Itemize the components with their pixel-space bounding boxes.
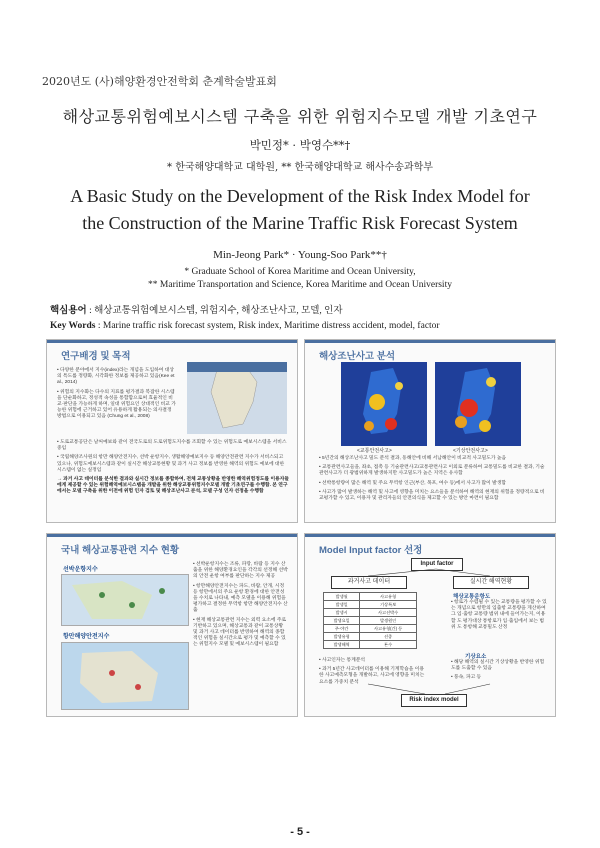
bullet: • 해당 해역의 실시간 기상상황을 반영한 위험도를 도출할 수 있음 — [451, 660, 545, 672]
bullet: • 항만해양안전지수는 파도, 바람, 안개, 시정 등 항만에서의 주요 운항 환경에 대한 안전성을 수치로 나타내, 예측 모델을 이용해 위험을 평가하고 결정한 무역항 항만 해양안전지수 산출 — [193, 583, 288, 614]
affiliation-line-2: ** Maritime Transportation and Science, Korea Maritime and Ocean University — [148, 280, 452, 290]
slide-title: 국내 해상교통관련 지수 현황 — [61, 545, 180, 556]
korean-authors: 박민정* · 박영수**† — [249, 138, 351, 152]
bullet: • 선박운항지수는 조류, 파랑, 바람 등 지수 산출을 위한 해양환경요인을 각각의 선정해 선박의 안전 운항 여부를 판단하는 지수 제공 — [193, 562, 288, 580]
keywords-block — [50, 304, 440, 334]
english-affiliation — [0, 266, 600, 292]
table-cell: 발생요일 — [324, 617, 360, 625]
slide-bullets — [193, 562, 289, 652]
slide-accent-bar — [47, 340, 297, 343]
risk-index-model-box: Risk index model — [401, 694, 467, 707]
keywords-english: Key Words : Marine traffic risk forecast system, Risk index, Maritime distress accident, model, factor — [50, 321, 440, 331]
table-cell: 사고선박수 — [360, 609, 417, 617]
slide-accent-bar — [47, 534, 297, 537]
slide-bullets — [319, 456, 547, 505]
conference-header: 2020년도 (사)해양환경안전학회 춘계학술발표회 — [42, 75, 277, 88]
table-cell: 톤수 — [360, 641, 417, 649]
table-cell: 주·야간 — [324, 625, 360, 633]
korean-affiliation: * 한국해양대학교 대학원, ** 한국해양대학교 해사수송과학부 — [167, 162, 433, 173]
bullet: • 5년간의 해상조난사고 밀도 분석 결과, 동해안에 비해 서남해안이 비교적 사고밀도가 높음 — [319, 456, 507, 461]
table-cell: 발생원인 — [360, 617, 417, 625]
english-title: A Basic Study on the Development of the Risk Index Model for the Construction of the Marine Traffic Risk Forecast System — [70, 186, 530, 233]
label-ship-index: 선박운항지수 — [63, 567, 98, 573]
bullet: • 풍속, 파고 등 — [451, 675, 482, 681]
heatmap-weather — [435, 362, 521, 446]
slide-model-input — [304, 533, 556, 717]
caption-weather: <기상안전사고> — [453, 448, 488, 454]
bullet: • 사고인자는 통계분석 — [319, 658, 366, 663]
ship-index-map — [61, 574, 189, 626]
table-cell: 발생일 — [324, 601, 360, 609]
slide-bullets — [57, 368, 177, 424]
slide-accident-analysis — [304, 339, 556, 523]
flow-arrows — [305, 534, 555, 716]
bullet: • 선박통항량이 많은 해역 및 주요 무역항 인근(부산, 목포, 여수 등)에서 사고가 많이 발생함 — [319, 480, 507, 486]
port-map-icon — [62, 643, 188, 709]
subhead-traffic: 해상교통운항도 — [453, 594, 491, 600]
caption-traffic: <교통안전사고> — [357, 448, 392, 454]
heatmap-traffic — [341, 362, 427, 446]
slide-title: 해상조난사고 분석 — [319, 351, 396, 362]
table-cell: 발생시 — [324, 609, 360, 617]
bullet: • 다양한 분야에서 지수(index)라는 개념을 도입하여 대상의 특도를 정량화, 시각화한 정보를 제공하고 있음(Kee et al., 2014) — [57, 368, 175, 386]
input-factor-box: Input factor — [411, 558, 463, 571]
slide-accent-bar — [305, 340, 555, 343]
label-port-safety-index: 항만해양안전지수 — [63, 634, 110, 640]
subhead-weather: 기상요소 — [465, 654, 487, 660]
bullet: • 항로가 수렴될 수 있는 교통량을 평가할 수 있는 개념으로 항만의 입출항 교통량을 게산하여 그 입·출항 교통량 범위 내에 들어가는지, 이용할 도 평가대상 통항로가 입·출입에서 보는 범위 도 통항해 교통밀도 산정 — [451, 600, 547, 630]
bullet: • 위험의 지수화는 다수의 지표를 평가결과 복잡한 시스템을 단순화하고, 정성적 속성을 통합함으로써 효율적인 비교·판단을 가능하게 하며, 일대 위험요인 상대적인 비교 가능한 위험에 근거하고 있어 유용하게 활용되는 의사결정 방법으로 이용되고 있음 (Chung et al., 2008) — [57, 389, 176, 420]
bullet: • 현재 해상교통관련 지수는 외력 요소에 주로 기반하고 있으며, 해상교통과 같이 교통상황 및 과거 사고 데이터를 반영하여 해역의 종합적인 위험을 실시간으로 평가 및 예측할 수 있는 위험지수 모델 및 예보시스템이 필요함 — [193, 617, 287, 648]
bullet: • 과거 5년간 사고데이터를 이용해 기계학습을 이용한 사고예측모형을 개발하고, 사고에 영향을 미치는 요소를 가중치 분석 — [319, 667, 425, 685]
map-screenshot — [187, 362, 287, 434]
bullet: • 도로교통공단은 날씨예보와 같이 전국도로의 도로위험도지수를 조회할 수 있는 위험도로 예보시스템을 서비스 중임 — [57, 440, 287, 452]
table-cell: 선종 — [360, 633, 417, 641]
bullet: • 교통관련사고들을, 좌초, 접촉 등 기술관련사고/교통관련사고 이외로 분류하여 교통밀도를 비교한 결과, 기술관련사고가 더 광범위하게 발생하지만 사고밀도가 높은 지역은 유사함 — [319, 465, 545, 477]
english-authors: Min-Jeong Park* · Young-Soo Park**† — [213, 249, 387, 261]
table-cell: 사고유형 — [360, 593, 417, 601]
coast-map-icon — [62, 575, 188, 625]
realtime-status-box: 실시간 해역현황 — [453, 576, 529, 589]
density-map-icon — [435, 362, 521, 446]
table-cell: 발생월 — [324, 593, 360, 601]
keywords-korean: 핵심용어 : 해상교통위험예보시스템, 위험지수, 해상조난사고, 모델, 인자 — [50, 306, 343, 316]
table-cell: 발생해역 — [324, 641, 360, 649]
slide-index-status — [46, 533, 298, 717]
slide-title: Model Input factor 선정 — [319, 545, 423, 556]
port-index-map — [61, 642, 189, 710]
korea-map-icon — [187, 362, 287, 434]
bullet: → 과거 사고 데이터를 분석한 결과와 실시간 정보를 종합하여, 전체 교통상황을 반영한 해역위험정도를 이용자들에게 제공할 수 있는 위험해역예보시스템을 개발을 위한 해상교통위험지수모델 개발 기초연구를 수행함. 본 연구에서는 모델 구축을 위한 이전에 위험 인자 검토 및 해상조난사고 분석, 모델 구성 인자 선정을 수행함 — [57, 477, 289, 495]
bullet: • 국립해양조사원의 항만 해양안전지수, 선박 운항지수, 생활해양예보지수 등 해양안전관련 지수가 서비스되고 있으나, 위험도예보시스템과 같이 실시간 해상교통현황 및 과거 사고 정보를 반영한 해역의 위험도 예보에 대한 시스템이 없는 실정임 — [57, 455, 285, 473]
korean-title: 해상교통위험예보시스템 구축을 위한 위험지수모델 개발 기초연구 — [62, 107, 538, 126]
slide-research-background — [46, 339, 298, 523]
table-cell: 사고유형(간) 등 — [360, 625, 417, 633]
slide-bullets-lower — [57, 440, 289, 499]
page-number: - 5 - — [290, 826, 310, 838]
bullet: • 사고가 많이 발생하는 해역 및 사고에 영향을 미치는 요소들을 분석하여 해역의 현재의 위험을 정량적으로 비교평가할 수 있고, 이용자 및 관리자들의 안전의식을 제고할 수 있는 방안 마련이 필요함 — [319, 489, 545, 502]
past-accident-box: 과거사고 데이터 — [331, 576, 407, 589]
slide-title: 연구배경 및 목적 — [61, 351, 131, 362]
table-cell: 발생유형 — [324, 633, 360, 641]
density-map-icon — [341, 362, 427, 446]
affiliation-line-1: * Graduate School of Korea Maritime and Ocean University, — [184, 267, 416, 277]
table-cell: 기상특보 — [360, 601, 417, 609]
